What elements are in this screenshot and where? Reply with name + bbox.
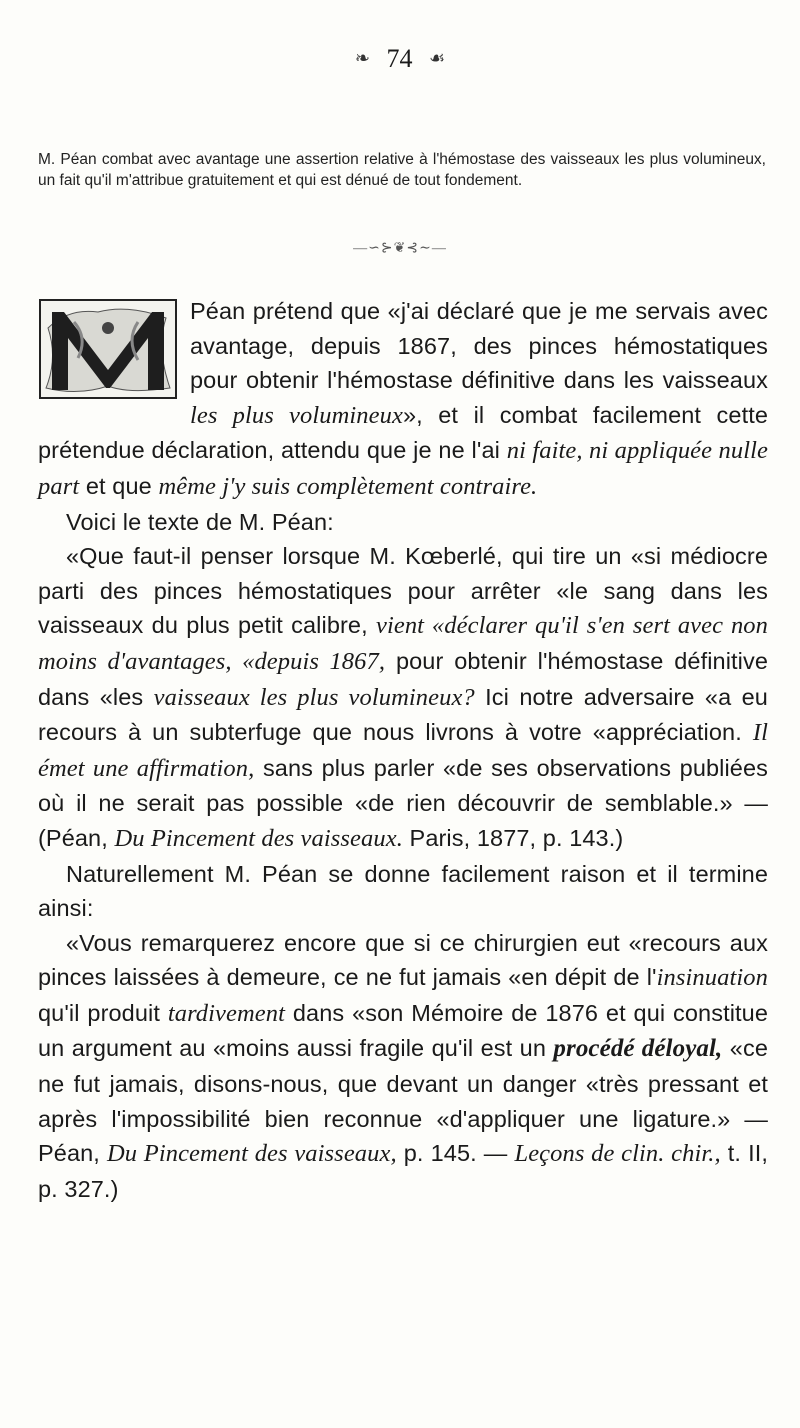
quote-2: «Vous remarquerez encore que si ce chirurgien eut «recours aux pinces laissées à demeure, ce ne fut jamais «en dépit de l'insinuation qu'il produit tardivement dans «son Mémoire de 1876 et qui constitue un argument au «moins aussi fragile qu'il est un procédé déloyal, «ce ne fut jamais, disons-nous, que devant un danger «très pressant et après l'impossibilité bien reconnue «d'appliquer une ligature.» — Péan, Du Pincement des vaisseaux, p. 145. — Leçons de clin. chir., t. II, p. 327.): [38, 929, 768, 1202]
section-divider-ornament: —∽⊱❦⊰∼—: [353, 241, 447, 256]
page-number: 74: [386, 44, 413, 73]
right-ornament-icon: ☙: [428, 48, 446, 68]
paragraph-2: Voici le texte de M. Péan:: [66, 508, 334, 535]
quote-1: «Que faut-il penser lorsque M. Kœberlé, qui tire un «si médiocre parti des pinces hémostatiques pour arrêter «le sang dans les vaisseaux du plus petit calibre, vient «déclarer qu'il s'en sert avec non moins d'avantages, «depuis 1867, pour obtenir l'hémostase définitive dans «les vaisseaux les plus volumineux? Ici notre adversaire «a eu recours à un subterfuge que nous livrons à votre «appréciation. Il émet une affirmation, sans plus parler «de ses observations publiées où il ne serait pas possible «de rien découvrir de semblable.» — (Péan, Du Pincement des vaisseaux. Paris, 1877, p. 143.): [38, 543, 769, 852]
dropcap-m-icon: [38, 298, 178, 400]
main-text: [38, 294, 768, 1206]
page-header: [0, 44, 800, 74]
chapter-summary: M. Péan combat avec avantage une assertion relative à l'hémostase des vaisseaux les plus volumineux, un fait qu'il m'attribue gratuitement et qui est dénué de tout fondement.: [38, 151, 766, 189]
left-ornament-icon: ❧: [354, 48, 370, 68]
paragraph-1: Péan prétend que «j'ai déclaré que je me servais avec avantage, depuis 1867, des pinces hémostatiques pour obtenir l'hémostase définitive dans les vaisseaux les plus volumineux», et il combat facilement cette prétendue déclaration, attendu que je ne l'ai ni faite, ni appliquée nulle part et que même j'y suis complètement contraire.: [38, 298, 769, 500]
paragraph-3: Naturellement M. Péan se donne facilement raison et il termine ainsi:: [38, 860, 768, 922]
